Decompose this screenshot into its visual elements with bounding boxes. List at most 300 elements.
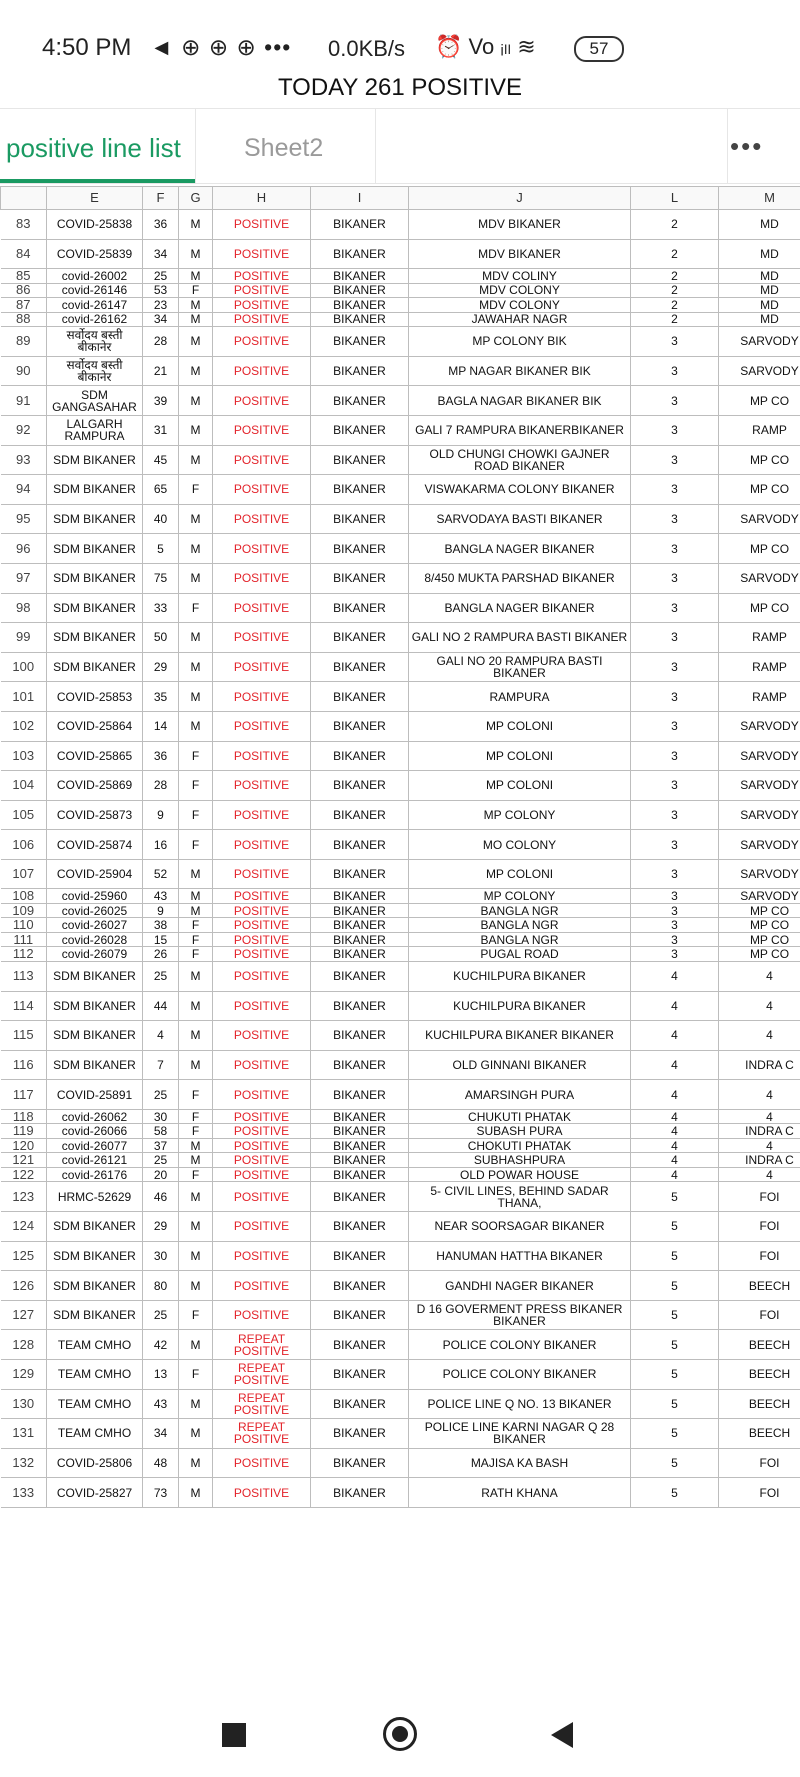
- cell-m-area[interactable]: MP CO: [719, 386, 800, 416]
- cell-m-area[interactable]: FOI: [719, 1241, 800, 1271]
- cell-e-id[interactable]: COVID-25869: [47, 771, 143, 801]
- cell-f-age[interactable]: 29: [143, 652, 179, 682]
- cell-h-result[interactable]: POSITIVE: [213, 623, 311, 653]
- cell-e-id[interactable]: SDM BIKANER: [47, 563, 143, 593]
- cell-f-age[interactable]: 48: [143, 1448, 179, 1478]
- cell-l-zone[interactable]: 4: [631, 1109, 719, 1124]
- cell-i-city[interactable]: BIKANER: [311, 859, 409, 889]
- cell-i-city[interactable]: BIKANER: [311, 903, 409, 918]
- cell-j-address[interactable]: OLD CHUNGI CHOWKI GAJNER ROAD BIKANER: [409, 445, 631, 475]
- cell-g-gender[interactable]: M: [179, 1448, 213, 1478]
- cell-i-city[interactable]: BIKANER: [311, 800, 409, 830]
- cell-i-city[interactable]: BIKANER: [311, 623, 409, 653]
- cell-g-gender[interactable]: M: [179, 1419, 213, 1449]
- cell-i-city[interactable]: BIKANER: [311, 1212, 409, 1242]
- cell-m-area[interactable]: MD: [719, 239, 800, 269]
- cell-j-address[interactable]: POLICE COLONY BIKANER: [409, 1360, 631, 1390]
- more-options-icon[interactable]: •••: [730, 131, 764, 161]
- cell-f-age[interactable]: 34: [143, 312, 179, 327]
- cell-f-age[interactable]: 36: [143, 210, 179, 240]
- cell-j-address[interactable]: POLICE LINE KARNI NAGAR Q 28 BIKANER: [409, 1419, 631, 1449]
- cell-i-city[interactable]: BIKANER: [311, 1138, 409, 1153]
- cell-f-age[interactable]: 35: [143, 682, 179, 712]
- cell-l-zone[interactable]: 3: [631, 356, 719, 386]
- cell-e-id[interactable]: covid-26028: [47, 932, 143, 947]
- cell-i-city[interactable]: BIKANER: [311, 1080, 409, 1110]
- cell-g-gender[interactable]: F: [179, 800, 213, 830]
- cell-i-city[interactable]: BIKANER: [311, 210, 409, 240]
- cell-l-zone[interactable]: 3: [631, 711, 719, 741]
- cell-i-city[interactable]: BIKANER: [311, 239, 409, 269]
- cell-g-gender[interactable]: F: [179, 830, 213, 860]
- cell-l-zone[interactable]: 3: [631, 504, 719, 534]
- cell-h-result[interactable]: POSITIVE: [213, 961, 311, 991]
- cell-i-city[interactable]: BIKANER: [311, 386, 409, 416]
- cell-g-gender[interactable]: M: [179, 445, 213, 475]
- cell-l-zone[interactable]: 3: [631, 859, 719, 889]
- cell-g-gender[interactable]: M: [179, 356, 213, 386]
- cell-e-id[interactable]: covid-25960: [47, 889, 143, 904]
- cell-h-result[interactable]: POSITIVE: [213, 210, 311, 240]
- cell-f-age[interactable]: 7: [143, 1050, 179, 1080]
- cell-f-age[interactable]: 9: [143, 800, 179, 830]
- cell-e-id[interactable]: LALGARH RAMPURA: [47, 415, 143, 445]
- cell-h-result[interactable]: POSITIVE: [213, 859, 311, 889]
- cell-l-zone[interactable]: 3: [631, 534, 719, 564]
- cell-i-city[interactable]: BIKANER: [311, 1182, 409, 1212]
- column-header[interactable]: H: [213, 187, 311, 210]
- cell-j-address[interactable]: MP COLONI: [409, 859, 631, 889]
- cell-h-result[interactable]: POSITIVE: [213, 1050, 311, 1080]
- cell-l-zone[interactable]: 5: [631, 1271, 719, 1301]
- cell-h-result[interactable]: POSITIVE: [213, 741, 311, 771]
- cell-j-address[interactable]: BANGLA NAGER BIKANER: [409, 534, 631, 564]
- cell-f-age[interactable]: 25: [143, 961, 179, 991]
- cell-l-zone[interactable]: 3: [631, 445, 719, 475]
- cell-m-area[interactable]: MP CO: [719, 903, 800, 918]
- cell-m-area[interactable]: RAMP: [719, 652, 800, 682]
- cell-h-result[interactable]: POSITIVE: [213, 1182, 311, 1212]
- cell-h-result[interactable]: POSITIVE: [213, 947, 311, 962]
- cell-m-area[interactable]: BEECH: [719, 1360, 800, 1390]
- cell-m-area[interactable]: SARVODY: [719, 830, 800, 860]
- cell-i-city[interactable]: BIKANER: [311, 741, 409, 771]
- cell-j-address[interactable]: MP COLONI: [409, 741, 631, 771]
- cell-i-city[interactable]: BIKANER: [311, 283, 409, 298]
- cell-e-id[interactable]: covid-26066: [47, 1124, 143, 1139]
- cell-i-city[interactable]: BIKANER: [311, 889, 409, 904]
- cell-i-city[interactable]: BIKANER: [311, 1419, 409, 1449]
- cell-l-zone[interactable]: 3: [631, 741, 719, 771]
- cell-i-city[interactable]: BIKANER: [311, 312, 409, 327]
- cell-m-area[interactable]: FOI: [719, 1300, 800, 1330]
- cell-l-zone[interactable]: 3: [631, 918, 719, 933]
- cell-j-address[interactable]: VISWAKARMA COLONY BIKANER: [409, 475, 631, 505]
- cell-f-age[interactable]: 58: [143, 1124, 179, 1139]
- cell-f-age[interactable]: 5: [143, 534, 179, 564]
- cell-h-result[interactable]: POSITIVE: [213, 1212, 311, 1242]
- cell-h-result[interactable]: POSITIVE: [213, 593, 311, 623]
- cell-j-address[interactable]: MAJISA KA BASH: [409, 1448, 631, 1478]
- cell-j-address[interactable]: GALI NO 2 RAMPURA BASTI BIKANER: [409, 623, 631, 653]
- cell-i-city[interactable]: BIKANER: [311, 298, 409, 313]
- stop-icon[interactable]: [222, 1723, 246, 1747]
- cell-j-address[interactable]: PUGAL ROAD: [409, 947, 631, 962]
- cell-m-area[interactable]: SARVODY: [719, 563, 800, 593]
- home-icon[interactable]: [383, 1717, 417, 1751]
- cell-g-gender[interactable]: M: [179, 269, 213, 284]
- cell-m-area[interactable]: SARVODY: [719, 327, 800, 357]
- cell-g-gender[interactable]: M: [179, 1478, 213, 1508]
- cell-l-zone[interactable]: 3: [631, 800, 719, 830]
- cell-g-gender[interactable]: F: [179, 1080, 213, 1110]
- cell-i-city[interactable]: BIKANER: [311, 918, 409, 933]
- cell-j-address[interactable]: MO COLONY: [409, 830, 631, 860]
- cell-e-id[interactable]: सर्वोदय बस्ती बीकानेर: [47, 356, 143, 386]
- cell-m-area[interactable]: 4: [719, 1138, 800, 1153]
- cell-i-city[interactable]: BIKANER: [311, 445, 409, 475]
- cell-j-address[interactable]: KUCHILPURA BIKANER BIKANER: [409, 1021, 631, 1051]
- cell-g-gender[interactable]: F: [179, 1360, 213, 1390]
- cell-j-address[interactable]: MP COLONY: [409, 889, 631, 904]
- cell-e-id[interactable]: COVID-25853: [47, 682, 143, 712]
- cell-i-city[interactable]: BIKANER: [311, 961, 409, 991]
- cell-l-zone[interactable]: 3: [631, 771, 719, 801]
- cell-e-id[interactable]: HRMC-52629: [47, 1182, 143, 1212]
- cell-j-address[interactable]: BANGLA NGR: [409, 932, 631, 947]
- cell-i-city[interactable]: BIKANER: [311, 504, 409, 534]
- cell-g-gender[interactable]: M: [179, 711, 213, 741]
- cell-i-city[interactable]: BIKANER: [311, 711, 409, 741]
- cell-j-address[interactable]: MP COLONY: [409, 800, 631, 830]
- cell-j-address[interactable]: RAMPURA: [409, 682, 631, 712]
- cell-m-area[interactable]: MP CO: [719, 445, 800, 475]
- cell-l-zone[interactable]: 3: [631, 682, 719, 712]
- cell-h-result[interactable]: POSITIVE: [213, 445, 311, 475]
- cell-m-area[interactable]: 4: [719, 991, 800, 1021]
- cell-m-area[interactable]: FOI: [719, 1478, 800, 1508]
- cell-j-address[interactable]: MDV COLONY: [409, 283, 631, 298]
- cell-h-result[interactable]: POSITIVE: [213, 283, 311, 298]
- cell-g-gender[interactable]: F: [179, 1109, 213, 1124]
- cell-h-result[interactable]: REPEAT POSITIVE: [213, 1360, 311, 1390]
- cell-m-area[interactable]: MP CO: [719, 947, 800, 962]
- tab-positive-line-list[interactable]: positive line list: [6, 133, 181, 163]
- cell-e-id[interactable]: SDM BIKANER: [47, 991, 143, 1021]
- cell-j-address[interactable]: BANGLA NAGER BIKANER: [409, 593, 631, 623]
- cell-m-area[interactable]: BEECH: [719, 1271, 800, 1301]
- cell-m-area[interactable]: INDRA C: [719, 1153, 800, 1168]
- cell-f-age[interactable]: 4: [143, 1021, 179, 1051]
- cell-h-result[interactable]: POSITIVE: [213, 889, 311, 904]
- cell-j-address[interactable]: MP NAGAR BIKANER BIK: [409, 356, 631, 386]
- cell-e-id[interactable]: covid-26121: [47, 1153, 143, 1168]
- cell-l-zone[interactable]: 2: [631, 298, 719, 313]
- cell-g-gender[interactable]: M: [179, 859, 213, 889]
- cell-g-gender[interactable]: M: [179, 534, 213, 564]
- cell-g-gender[interactable]: M: [179, 1330, 213, 1360]
- cell-i-city[interactable]: BIKANER: [311, 1050, 409, 1080]
- cell-m-area[interactable]: SARVODY: [719, 711, 800, 741]
- cell-j-address[interactable]: MP COLONI: [409, 771, 631, 801]
- cell-e-id[interactable]: covid-26146: [47, 283, 143, 298]
- cell-l-zone[interactable]: 5: [631, 1241, 719, 1271]
- cell-l-zone[interactable]: 2: [631, 312, 719, 327]
- cell-f-age[interactable]: 39: [143, 386, 179, 416]
- cell-m-area[interactable]: MD: [719, 210, 800, 240]
- cell-i-city[interactable]: BIKANER: [311, 269, 409, 284]
- cell-l-zone[interactable]: 4: [631, 1080, 719, 1110]
- cell-g-gender[interactable]: M: [179, 1021, 213, 1051]
- cell-i-city[interactable]: BIKANER: [311, 932, 409, 947]
- column-header[interactable]: I: [311, 187, 409, 210]
- cell-h-result[interactable]: POSITIVE: [213, 298, 311, 313]
- cell-m-area[interactable]: SARVODY: [719, 356, 800, 386]
- cell-i-city[interactable]: BIKANER: [311, 1330, 409, 1360]
- cell-f-age[interactable]: 40: [143, 504, 179, 534]
- cell-h-result[interactable]: POSITIVE: [213, 932, 311, 947]
- cell-e-id[interactable]: covid-26147: [47, 298, 143, 313]
- cell-h-result[interactable]: POSITIVE: [213, 475, 311, 505]
- cell-f-age[interactable]: 75: [143, 563, 179, 593]
- cell-h-result[interactable]: POSITIVE: [213, 1241, 311, 1271]
- cell-e-id[interactable]: COVID-25839: [47, 239, 143, 269]
- cell-e-id[interactable]: TEAM CMHO: [47, 1389, 143, 1419]
- cell-m-area[interactable]: RAMP: [719, 682, 800, 712]
- cell-e-id[interactable]: SDM BIKANER: [47, 1212, 143, 1242]
- cell-h-result[interactable]: REPEAT POSITIVE: [213, 1330, 311, 1360]
- cell-i-city[interactable]: BIKANER: [311, 1271, 409, 1301]
- cell-i-city[interactable]: BIKANER: [311, 947, 409, 962]
- column-header[interactable]: L: [631, 187, 719, 210]
- cell-h-result[interactable]: POSITIVE: [213, 652, 311, 682]
- cell-f-age[interactable]: 16: [143, 830, 179, 860]
- cell-f-age[interactable]: 38: [143, 918, 179, 933]
- cell-g-gender[interactable]: M: [179, 1389, 213, 1419]
- cell-e-id[interactable]: covid-26077: [47, 1138, 143, 1153]
- cell-g-gender[interactable]: F: [179, 475, 213, 505]
- cell-f-age[interactable]: 43: [143, 1389, 179, 1419]
- cell-g-gender[interactable]: F: [179, 283, 213, 298]
- cell-f-age[interactable]: 15: [143, 932, 179, 947]
- cell-g-gender[interactable]: M: [179, 1182, 213, 1212]
- cell-h-result[interactable]: POSITIVE: [213, 563, 311, 593]
- cell-g-gender[interactable]: M: [179, 210, 213, 240]
- cell-l-zone[interactable]: 3: [631, 593, 719, 623]
- cell-g-gender[interactable]: M: [179, 386, 213, 416]
- column-header[interactable]: M: [719, 187, 800, 210]
- column-header[interactable]: F: [143, 187, 179, 210]
- cell-e-id[interactable]: COVID-25873: [47, 800, 143, 830]
- cell-j-address[interactable]: GALI NO 20 RAMPURA BASTI BIKANER: [409, 652, 631, 682]
- cell-m-area[interactable]: FOI: [719, 1182, 800, 1212]
- cell-m-area[interactable]: MD: [719, 298, 800, 313]
- cell-e-id[interactable]: COVID-25838: [47, 210, 143, 240]
- cell-j-address[interactable]: HANUMAN HATTHA BIKANER: [409, 1241, 631, 1271]
- cell-j-address[interactable]: MDV BIKANER: [409, 239, 631, 269]
- cell-l-zone[interactable]: 5: [631, 1448, 719, 1478]
- cell-h-result[interactable]: POSITIVE: [213, 1109, 311, 1124]
- cell-f-age[interactable]: 29: [143, 1212, 179, 1242]
- cell-e-id[interactable]: SDM GANGASAHAR: [47, 386, 143, 416]
- column-header[interactable]: J: [409, 187, 631, 210]
- cell-h-result[interactable]: POSITIVE: [213, 1021, 311, 1051]
- cell-l-zone[interactable]: 3: [631, 623, 719, 653]
- cell-i-city[interactable]: BIKANER: [311, 1448, 409, 1478]
- cell-l-zone[interactable]: 5: [631, 1300, 719, 1330]
- cell-l-zone[interactable]: 5: [631, 1389, 719, 1419]
- cell-l-zone[interactable]: 4: [631, 1050, 719, 1080]
- cell-j-address[interactable]: GALI 7 RAMPURA BIKANERBIKANER: [409, 415, 631, 445]
- cell-h-result[interactable]: REPEAT POSITIVE: [213, 1389, 311, 1419]
- cell-g-gender[interactable]: F: [179, 741, 213, 771]
- cell-m-area[interactable]: BEECH: [719, 1419, 800, 1449]
- cell-m-area[interactable]: MP CO: [719, 593, 800, 623]
- cell-m-area[interactable]: INDRA C: [719, 1124, 800, 1139]
- cell-g-gender[interactable]: M: [179, 1212, 213, 1242]
- cell-l-zone[interactable]: 5: [631, 1212, 719, 1242]
- cell-e-id[interactable]: SDM BIKANER: [47, 961, 143, 991]
- cell-e-id[interactable]: COVID-25827: [47, 1478, 143, 1508]
- cell-l-zone[interactable]: 4: [631, 1167, 719, 1182]
- cell-f-age[interactable]: 31: [143, 415, 179, 445]
- cell-j-address[interactable]: 5- CIVIL LINES, BEHIND SADAR THANA,: [409, 1182, 631, 1212]
- cell-g-gender[interactable]: M: [179, 652, 213, 682]
- cell-g-gender[interactable]: M: [179, 415, 213, 445]
- column-header[interactable]: G: [179, 187, 213, 210]
- cell-e-id[interactable]: SDM BIKANER: [47, 1241, 143, 1271]
- cell-e-id[interactable]: COVID-25874: [47, 830, 143, 860]
- cell-j-address[interactable]: BANGLA NGR: [409, 903, 631, 918]
- cell-g-gender[interactable]: M: [179, 991, 213, 1021]
- cell-l-zone[interactable]: 3: [631, 932, 719, 947]
- cell-l-zone[interactable]: 3: [631, 830, 719, 860]
- cell-l-zone[interactable]: 5: [631, 1330, 719, 1360]
- cell-m-area[interactable]: RAMP: [719, 415, 800, 445]
- cell-m-area[interactable]: SARVODY: [719, 889, 800, 904]
- column-header[interactable]: E: [47, 187, 143, 210]
- cell-j-address[interactable]: MDV BIKANER: [409, 210, 631, 240]
- cell-j-address[interactable]: NEAR SOORSAGAR BIKANER: [409, 1212, 631, 1242]
- cell-h-result[interactable]: POSITIVE: [213, 504, 311, 534]
- cell-h-result[interactable]: POSITIVE: [213, 1478, 311, 1508]
- cell-h-result[interactable]: POSITIVE: [213, 312, 311, 327]
- cell-g-gender[interactable]: F: [179, 932, 213, 947]
- cell-m-area[interactable]: SARVODY: [719, 771, 800, 801]
- cell-h-result[interactable]: POSITIVE: [213, 415, 311, 445]
- cell-g-gender[interactable]: F: [179, 593, 213, 623]
- cell-h-result[interactable]: POSITIVE: [213, 771, 311, 801]
- cell-g-gender[interactable]: M: [179, 298, 213, 313]
- cell-m-area[interactable]: MD: [719, 312, 800, 327]
- tab-sheet2[interactable]: Sheet2: [244, 134, 324, 162]
- cell-e-id[interactable]: SDM BIKANER: [47, 1300, 143, 1330]
- cell-l-zone[interactable]: 3: [631, 327, 719, 357]
- cell-e-id[interactable]: covid-26025: [47, 903, 143, 918]
- cell-j-address[interactable]: 8/450 MUKTA PARSHAD BIKANER: [409, 563, 631, 593]
- cell-e-id[interactable]: COVID-25865: [47, 741, 143, 771]
- cell-f-age[interactable]: 42: [143, 1330, 179, 1360]
- cell-e-id[interactable]: covid-26027: [47, 918, 143, 933]
- cell-f-age[interactable]: 73: [143, 1478, 179, 1508]
- cell-g-gender[interactable]: F: [179, 1124, 213, 1139]
- cell-i-city[interactable]: BIKANER: [311, 356, 409, 386]
- cell-f-age[interactable]: 13: [143, 1360, 179, 1390]
- cell-l-zone[interactable]: 4: [631, 1124, 719, 1139]
- cell-l-zone[interactable]: 2: [631, 210, 719, 240]
- cell-e-id[interactable]: TEAM CMHO: [47, 1330, 143, 1360]
- cell-g-gender[interactable]: M: [179, 682, 213, 712]
- cell-e-id[interactable]: SDM BIKANER: [47, 475, 143, 505]
- cell-l-zone[interactable]: 4: [631, 961, 719, 991]
- cell-h-result[interactable]: POSITIVE: [213, 1080, 311, 1110]
- cell-g-gender[interactable]: M: [179, 623, 213, 653]
- cell-g-gender[interactable]: M: [179, 312, 213, 327]
- cell-e-id[interactable]: SDM BIKANER: [47, 534, 143, 564]
- cell-i-city[interactable]: BIKANER: [311, 1153, 409, 1168]
- cell-j-address[interactable]: BAGLA NAGAR BIKANER BIK: [409, 386, 631, 416]
- cell-h-result[interactable]: POSITIVE: [213, 1153, 311, 1168]
- cell-h-result[interactable]: POSITIVE: [213, 991, 311, 1021]
- cell-m-area[interactable]: MP CO: [719, 534, 800, 564]
- cell-j-address[interactable]: SUBHASHPURA: [409, 1153, 631, 1168]
- cell-f-age[interactable]: 20: [143, 1167, 179, 1182]
- cell-i-city[interactable]: BIKANER: [311, 1241, 409, 1271]
- cell-e-id[interactable]: SDM BIKANER: [47, 1021, 143, 1051]
- cell-h-result[interactable]: POSITIVE: [213, 1300, 311, 1330]
- cell-m-area[interactable]: MP CO: [719, 932, 800, 947]
- cell-f-age[interactable]: 23: [143, 298, 179, 313]
- cell-j-address[interactable]: POLICE LINE Q NO. 13 BIKANER: [409, 1389, 631, 1419]
- cell-e-id[interactable]: SDM BIKANER: [47, 445, 143, 475]
- cell-g-gender[interactable]: F: [179, 1167, 213, 1182]
- cell-g-gender[interactable]: M: [179, 961, 213, 991]
- cell-i-city[interactable]: BIKANER: [311, 1167, 409, 1182]
- cell-l-zone[interactable]: 4: [631, 991, 719, 1021]
- cell-f-age[interactable]: 44: [143, 991, 179, 1021]
- cell-h-result[interactable]: POSITIVE: [213, 903, 311, 918]
- cell-l-zone[interactable]: 3: [631, 947, 719, 962]
- cell-g-gender[interactable]: F: [179, 1300, 213, 1330]
- cell-g-gender[interactable]: M: [179, 563, 213, 593]
- cell-l-zone[interactable]: 5: [631, 1478, 719, 1508]
- cell-m-area[interactable]: MD: [719, 283, 800, 298]
- cell-h-result[interactable]: POSITIVE: [213, 918, 311, 933]
- cell-i-city[interactable]: BIKANER: [311, 327, 409, 357]
- cell-j-address[interactable]: MP COLONI: [409, 711, 631, 741]
- cell-i-city[interactable]: BIKANER: [311, 771, 409, 801]
- cell-i-city[interactable]: BIKANER: [311, 1478, 409, 1508]
- cell-g-gender[interactable]: F: [179, 771, 213, 801]
- cell-i-city[interactable]: BIKANER: [311, 1360, 409, 1390]
- cell-m-area[interactable]: SARVODY: [719, 859, 800, 889]
- cell-e-id[interactable]: SDM BIKANER: [47, 623, 143, 653]
- cell-j-address[interactable]: KUCHILPURA BIKANER: [409, 961, 631, 991]
- cell-h-result[interactable]: POSITIVE: [213, 386, 311, 416]
- cell-e-id[interactable]: TEAM CMHO: [47, 1419, 143, 1449]
- cell-h-result[interactable]: POSITIVE: [213, 1167, 311, 1182]
- cell-h-result[interactable]: POSITIVE: [213, 1124, 311, 1139]
- cell-e-id[interactable]: covid-26176: [47, 1167, 143, 1182]
- cell-j-address[interactable]: D 16 GOVERMENT PRESS BIKANER BIKANER: [409, 1300, 631, 1330]
- cell-h-result[interactable]: POSITIVE: [213, 269, 311, 284]
- cell-e-id[interactable]: TEAM CMHO: [47, 1360, 143, 1390]
- cell-l-zone[interactable]: 3: [631, 475, 719, 505]
- cell-f-age[interactable]: 50: [143, 623, 179, 653]
- cell-f-age[interactable]: 53: [143, 283, 179, 298]
- cell-f-age[interactable]: 37: [143, 1138, 179, 1153]
- cell-m-area[interactable]: 4: [719, 961, 800, 991]
